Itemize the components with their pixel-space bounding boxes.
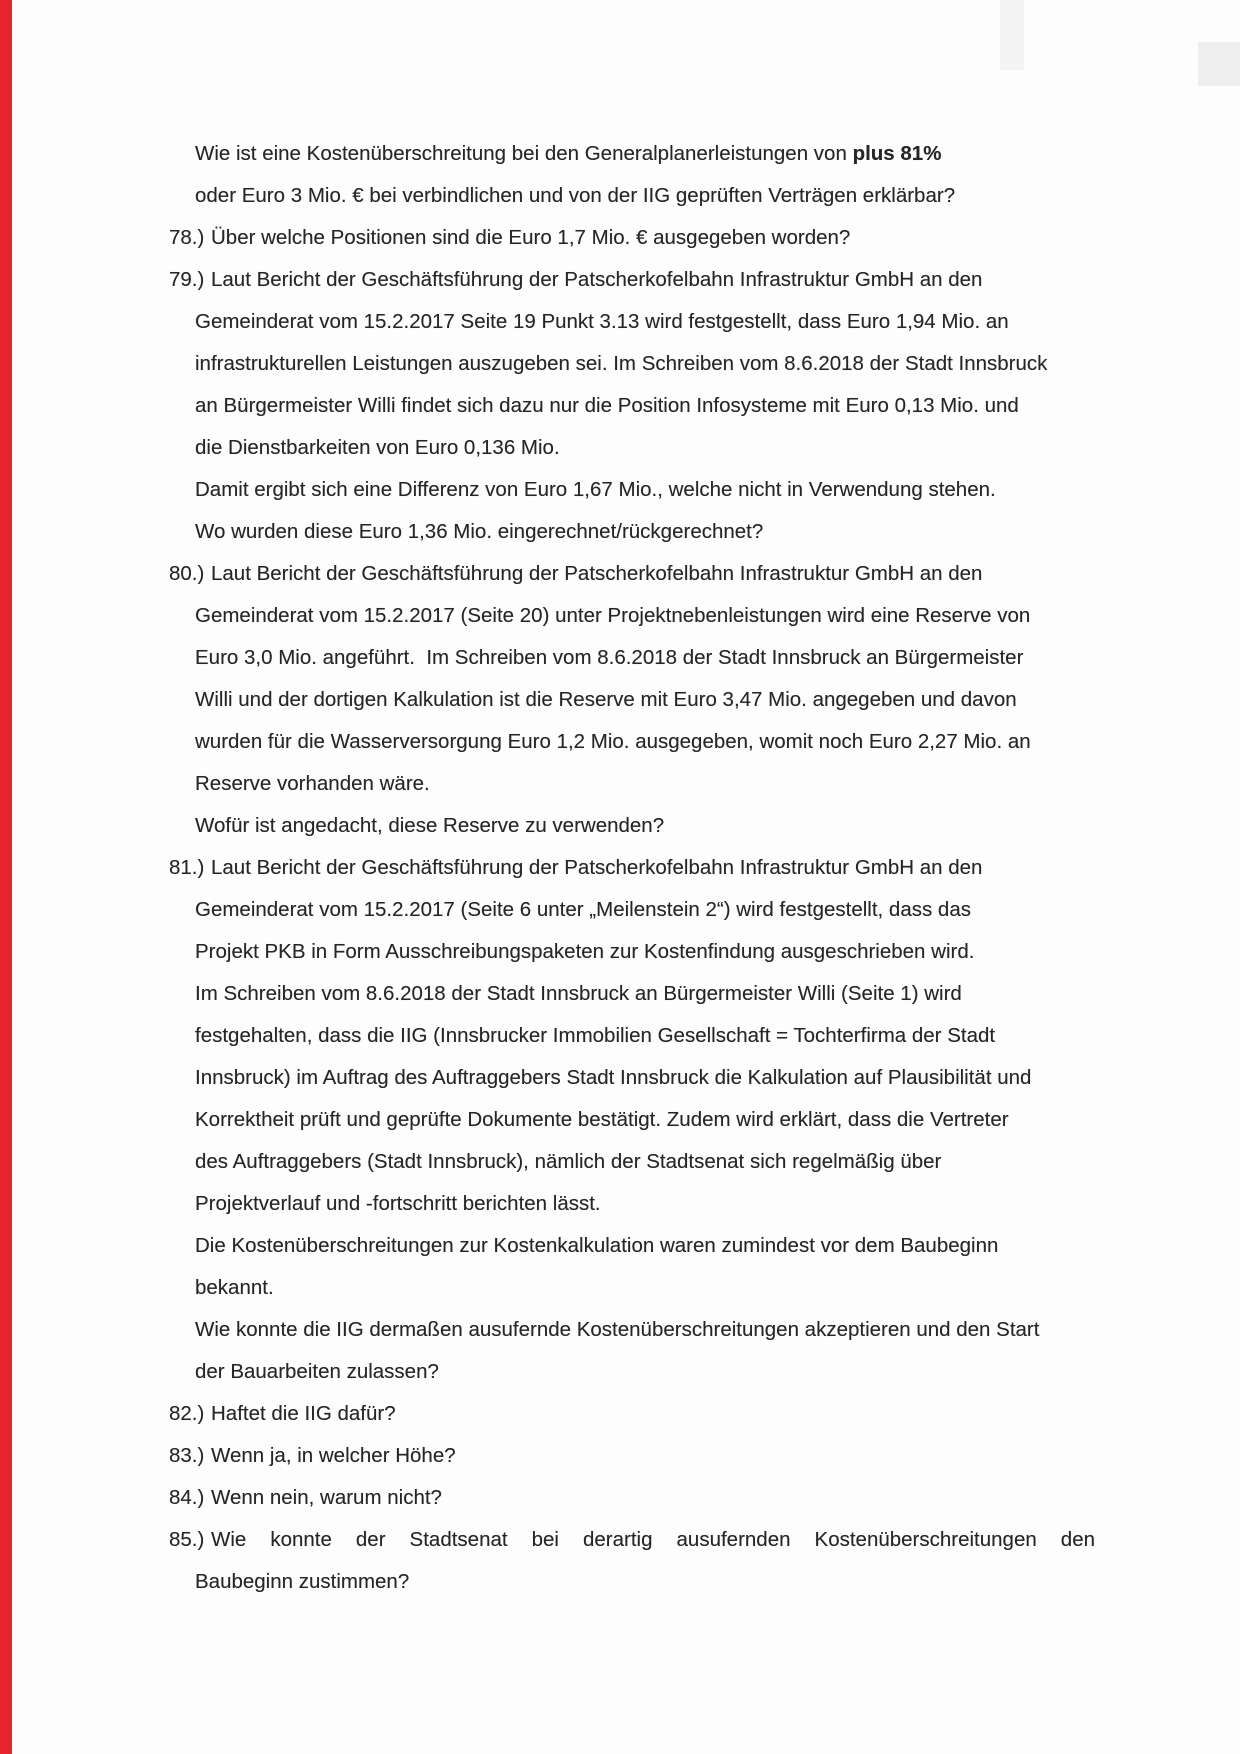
text-line: [0, 1015, 1240, 1057]
question-line: [0, 1435, 1240, 1477]
question-line: [0, 1519, 1240, 1561]
plain-text: der Bauarbeiten zulassen?: [195, 1360, 439, 1383]
question-line: [0, 553, 1240, 595]
line-text: [195, 679, 1017, 721]
plain-text: wurden für die Wasserversorgung Euro 1,2 Mio. ausgegeben, womit noch Euro 2,27 Mio. an: [195, 730, 1031, 753]
line-text: [211, 847, 982, 889]
plain-text: Willi und der dortigen Kalkulation ist die Reserve mit Euro 3,47 Mio. angegeben und davon: [195, 688, 1017, 711]
plain-text: Wenn nein, warum nicht?: [211, 1486, 442, 1509]
text-line: [0, 1225, 1240, 1267]
question-number: 83.): [169, 1444, 205, 1467]
text-line: [0, 889, 1240, 931]
line-text: [195, 385, 1019, 427]
scan-artifact: [1198, 42, 1240, 86]
question-number: 81.): [169, 856, 205, 879]
plain-text: Laut Bericht der Geschäftsführung der Patscherkofelbahn Infrastruktur GmbH an den: [211, 856, 983, 879]
line-text: [195, 721, 1031, 763]
line-text: [195, 889, 971, 931]
text-line: [0, 427, 1240, 469]
text-line: [0, 301, 1240, 343]
plain-text: Wofür ist angedacht, diese Reserve zu verwenden?: [195, 814, 665, 837]
plain-text: oder Euro 3 Mio. € bei verbindlichen und von der IIG geprüften Verträgen erklärbar?: [195, 184, 956, 207]
question-number: 84.): [169, 1486, 205, 1509]
line-text: [211, 1519, 1095, 1561]
text-line: [0, 385, 1240, 427]
line-text: [195, 1057, 1031, 1099]
line-text: [195, 1309, 1039, 1351]
plain-text: Gemeinderat vom 15.2.2017 (Seite 6 unter „Meilenstein 2“) wird festgestellt, dass das: [195, 898, 971, 921]
plain-text: Projektverlauf und -fortschritt berichten lässt.: [195, 1192, 601, 1215]
line-text: [211, 1435, 456, 1477]
plain-text: Gemeinderat vom 15.2.2017 Seite 19 Punkt 3.13 wird festgestellt, dass Euro 1,94 Mio. an: [195, 310, 1009, 333]
line-text: [195, 595, 1030, 637]
plain-text: Wie konnte die IIG dermaßen ausufernde Kostenüberschreitungen akzeptieren und den Start: [195, 1318, 1040, 1341]
question-line: [0, 217, 1240, 259]
plain-text: Reserve vorhanden wäre.: [195, 772, 430, 795]
scan-artifact: [1000, 0, 1024, 70]
line-text: [195, 805, 664, 847]
line-text: [195, 133, 941, 175]
line-text: [195, 1351, 439, 1393]
plain-text: Haftet die IIG dafür?: [211, 1402, 396, 1425]
text-line: [0, 637, 1240, 679]
text-line: [0, 1099, 1240, 1141]
document-text: [0, 133, 1240, 1603]
line-text: [211, 259, 982, 301]
line-text: [195, 931, 974, 973]
plain-text: Die Kostenüberschreitungen zur Kostenkalkulation waren zumindest vor dem Baubeginn: [195, 1234, 999, 1257]
plain-text: Wo wurden diese Euro 1,36 Mio. eingerechnet/rückgerechnet?: [195, 520, 764, 543]
plain-text: Wenn ja, in welcher Höhe?: [211, 1444, 456, 1467]
plain-text: infrastrukturellen Leistungen auszugeben sei. Im Schreiben vom 8.6.2018 der Stadt Innsbruck: [195, 352, 1048, 375]
question-number: 79.): [169, 268, 205, 291]
bold-text: plus 81%: [852, 142, 942, 165]
text-line: [0, 1141, 1240, 1183]
question-line: [0, 1477, 1240, 1519]
text-line: [0, 721, 1240, 763]
line-text: [211, 1477, 442, 1519]
question-line: [0, 847, 1240, 889]
line-text: [195, 1141, 941, 1183]
question-line: [0, 1393, 1240, 1435]
text-line: [0, 763, 1240, 805]
line-text: [195, 343, 1047, 385]
plain-text: Wie konnte der Stadtsenat bei derartig ausufernden Kostenüberschreitungen den: [211, 1528, 1095, 1551]
plain-text: an Bürgermeister Willi findet sich dazu nur die Position Infosysteme mit Euro 0,13 Mio. und: [195, 394, 1019, 417]
plain-text: Laut Bericht der Geschäftsführung der Patscherkofelbahn Infrastruktur GmbH an den: [211, 562, 983, 585]
plain-text: Laut Bericht der Geschäftsführung der Patscherkofelbahn Infrastruktur GmbH an den: [211, 268, 983, 291]
text-line: [0, 679, 1240, 721]
text-line: [0, 595, 1240, 637]
line-text: [195, 1267, 274, 1309]
question-number: 82.): [169, 1402, 205, 1425]
plain-text: Gemeinderat vom 15.2.2017 (Seite 20) unter Projektnebenleistungen wird eine Reserve von: [195, 604, 1031, 627]
text-line: [0, 343, 1240, 385]
question-number: 85.): [169, 1528, 205, 1551]
question-number: 80.): [169, 562, 205, 585]
line-text: [211, 1393, 396, 1435]
plain-text: des Auftraggebers (Stadt Innsbruck), nämlich der Stadtsenat sich regelmäßig über: [195, 1150, 942, 1173]
line-text: [195, 973, 962, 1015]
text-line: [0, 1351, 1240, 1393]
plain-text: Innsbruck) im Auftrag des Auftraggebers Stadt Innsbruck die Kalkulation auf Plausibilität und: [195, 1066, 1032, 1089]
line-text: [195, 469, 996, 511]
line-text: [195, 1099, 1009, 1141]
text-line: [0, 511, 1240, 553]
plain-text: Damit ergibt sich eine Differenz von Euro 1,67 Mio., welche nicht in Verwendung stehen.: [195, 478, 996, 501]
text-line: [0, 805, 1240, 847]
plain-text: Euro 3,0 Mio. angeführt. Im Schreiben vom 8.6.2018 der Stadt Innsbruck an Bürgermeister: [195, 646, 1024, 669]
line-text: [195, 1015, 995, 1057]
line-text: [211, 217, 850, 259]
plain-text: Über welche Positionen sind die Euro 1,7 Mio. € ausgegeben worden?: [211, 226, 851, 249]
text-line: [0, 175, 1240, 217]
question-number: 78.): [169, 226, 205, 249]
text-line: [0, 1057, 1240, 1099]
text-line: [0, 133, 1240, 175]
plain-text: Baubeginn zustimmen?: [195, 1570, 410, 1593]
text-line: [0, 1309, 1240, 1351]
plain-text: bekannt.: [195, 1276, 274, 1299]
line-text: [195, 301, 1009, 343]
plain-text: Projekt PKB in Form Ausschreibungspaketen zur Kostenfindung ausgeschrieben wird.: [195, 940, 975, 963]
line-text: [195, 427, 560, 469]
line-text: [195, 637, 1023, 679]
line-text: [195, 1183, 601, 1225]
line-text: [211, 553, 982, 595]
plain-text: festgehalten, dass die IIG (Innsbrucker Immobilien Gesellschaft = Tochterfirma der Stadt: [195, 1024, 996, 1047]
plain-text: Im Schreiben vom 8.6.2018 der Stadt Innsbruck an Bürgermeister Willi (Seite 1) wird: [195, 982, 962, 1005]
text-line: [0, 1561, 1240, 1603]
text-line: [0, 1183, 1240, 1225]
line-text: [195, 763, 430, 805]
text-line: [0, 469, 1240, 511]
plain-text: die Dienstbarkeiten von Euro 0,136 Mio.: [195, 436, 560, 459]
line-text: [195, 175, 955, 217]
text-line: [0, 973, 1240, 1015]
question-line: [0, 259, 1240, 301]
line-text: [195, 1561, 409, 1603]
line-text: [195, 511, 763, 553]
text-line: [0, 1267, 1240, 1309]
line-text: [195, 1225, 998, 1267]
plain-text: Korrektheit prüft und geprüfte Dokumente bestätigt. Zudem wird erklärt, dass die Vertreter: [195, 1108, 1009, 1131]
plain-text: Wie ist eine Kostenüberschreitung bei den Generalplanerleistungen von: [195, 142, 853, 165]
text-line: [0, 931, 1240, 973]
